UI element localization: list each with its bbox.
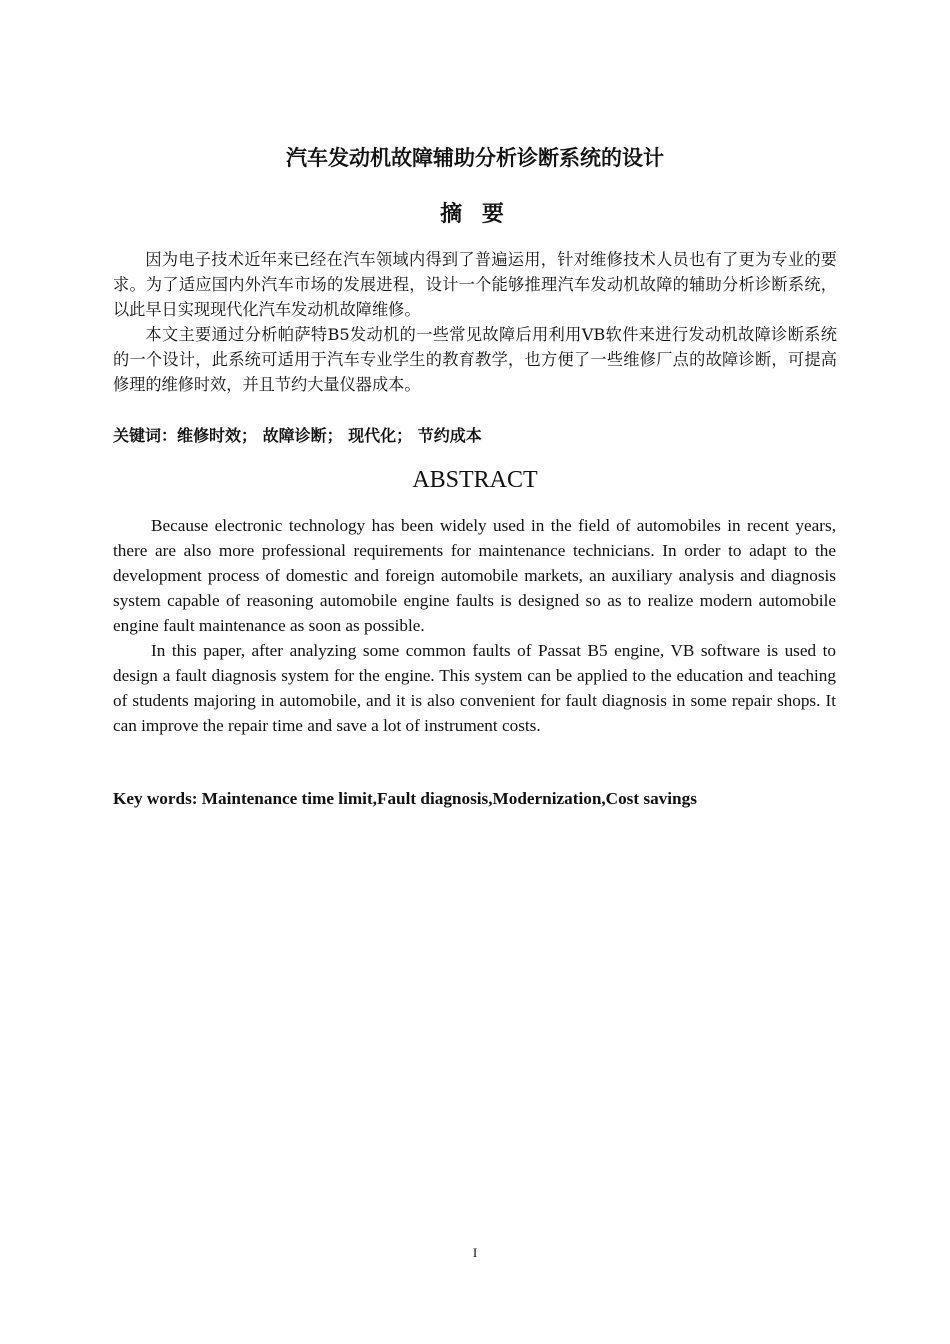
chinese-abstract-heading: 摘 要 xyxy=(440,202,510,227)
chinese-abstract-paragraph: 本文主要通过分析帕萨特B5发动机的一些常见故障后用利用VB软件来进行发动机故障诊断系统的一个设计，此系统可适用于汽车专业学生的教育教学，也方便了一些维修厂点的故障诊断，可提高修理的维修时效，并且节约大量仪器成本。 xyxy=(113,325,837,394)
page-number: I xyxy=(472,1245,478,1260)
english-abstract-heading: ABSTRACT xyxy=(412,467,538,493)
chinese-abstract-body xyxy=(113,247,837,397)
chinese-abstract-paragraph: 因为电子技术近年来已经在汽车领域内得到了普遍运用，针对维修技术人员也有了更为专业的要求。为了适应国内外汽车市场的发展进程，设计一个能够推理汽车发动机故障的辅助分析诊断系统，以此早日实现现代化汽车发动机故障维修。 xyxy=(113,250,837,319)
english-keywords: Key words: Maintenance time limit,Fault diagnosis,Modernization,Cost savings xyxy=(113,789,697,808)
english-abstract-body xyxy=(113,513,836,738)
chinese-keywords: 关键词：维修时效； 故障诊断； 现代化； 节约成本 xyxy=(113,426,482,445)
english-abstract-paragraph: Because electronic technology has been widely used in the field of automobiles in recent years, there are also more professional requirements for maintenance technicians. In order to adapt to the development process of domestic and foreign automobile markets, an auxiliary analysis and diagnosis system capable of reasoning automobile engine faults is designed so as to realize modern automobile engine fault maintenance as soon as possible. xyxy=(113,516,836,635)
english-abstract-paragraph: In this paper, after analyzing some common faults of Passat B5 engine, VB software is used to design a fault diagnosis system for the engine. This system can be applied to the education and teaching of students majoring in automobile, and it is also convenient for fault diagnosis in some repair shops. It can improve the repair time and save a lot of instrument costs. xyxy=(113,641,836,735)
document-title: 汽车发动机故障辅助分析诊断系统的设计 xyxy=(286,146,664,170)
